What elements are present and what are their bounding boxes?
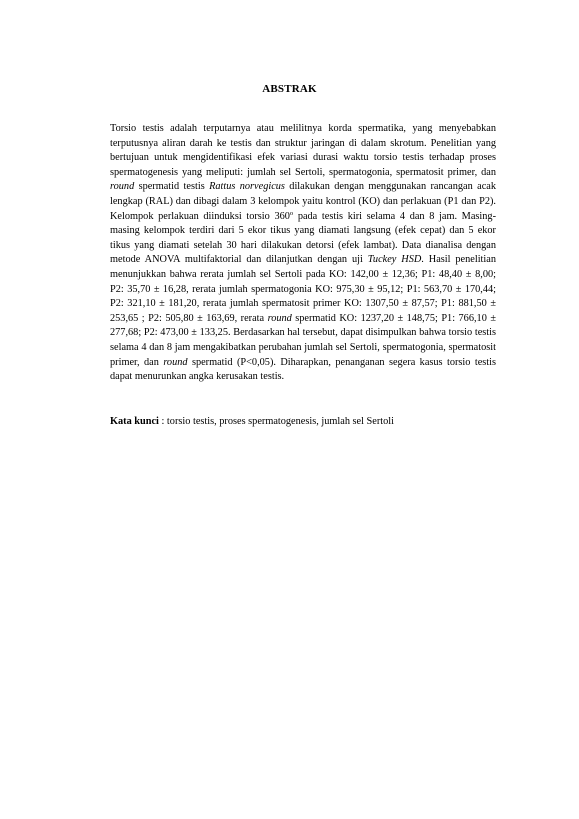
keywords-line (110, 415, 496, 430)
italic-term: round (267, 312, 292, 324)
abstract-text: dilakukan dengan menggunakan rancangan acak lengkap (RAL) dan dibagi dalam 3 kelompok yaitu kontrol (KO) dan perlakuan (P1 dan P2). Kelompok perlakuan diinduksi torsio 360 (110, 181, 496, 222)
abstract-text: pada testis kiri selama 4 dan 8 jam. Masing-masing kelompok terdiri dari 5 ekor tikus yang diamati langsung (efek cepat) dan 5 ekor tikus yang diamati setelah 30 hari dilakukan detorsi (efek lambat). Data dianalisa dengan metode ANOVA multifaktorial dan dilanjutkan dengan uji (110, 210, 497, 266)
test-name: Tuckey HSD (367, 254, 422, 266)
italic-term: round (110, 181, 135, 193)
abstract-text: spermatid testis (138, 181, 205, 193)
abstract-text: spermatid KO: 1237,20 ± 148,75; P1: 766,10 ± 277,68; P2: 473,00 ± 133,25. Berdasarkan hal tersebut, dapat disimpulkan bahwa torsio testis selama 4 dan 8 jam mengakibatkan perubahan jumlah sel Sertoli, spermatogonia, spermatosit primer, dan (110, 312, 496, 368)
abstract-text: Torsio testis adalah terputarnya atau melilitnya korda spermatika, yang menyebabkan terputusnya aliran darah ke testis dan struktur jaringan di dalam skrotum. Penelitian yang bertujuan untuk mengidentifikasi efek variasi durasi waktu torsio testis terhadap proses spermatogenesis yang meliputi: jumlah sel Sertoli, spermatogonia, spermatosit primer, dan (110, 123, 496, 178)
abstract-text: spermatid (P<0,05). Diharapkan, penanganan segera kasus torsio testis dapat menurunkan angka kerusakan testis. (110, 356, 496, 383)
abstract-text: . Hasil penelitian menunjukkan bahwa rerata jumlah sel Sertoli pada KO: 142,00 ± 12,36; P1: 48,40 ± 8,00; P2: 35,70 ± 16,28, rerata jumlah spermatogonia KO: 975,30 ± 95,12; P1: 563,70 ± 170,44; P2: 321,10 ± 181,20, rerata jumlah spermatosit primer KO: 1307,50 ± 87,57; P1: 881,50 ± 253,65 ; P2: 505,80 ± 163,69, rerata (110, 254, 496, 324)
italic-term: round (163, 356, 188, 368)
species-name: Rattus norvegicus (209, 181, 285, 193)
page-title: ABSTRAK (262, 83, 317, 95)
degree-superscript: o (289, 209, 294, 217)
keywords-text: : torsio testis, proses spermatogenesis, jumlah sel Sertoli (158, 416, 395, 427)
abstract-paragraph (110, 122, 496, 385)
keywords-label: Kata kunci (110, 416, 159, 427)
